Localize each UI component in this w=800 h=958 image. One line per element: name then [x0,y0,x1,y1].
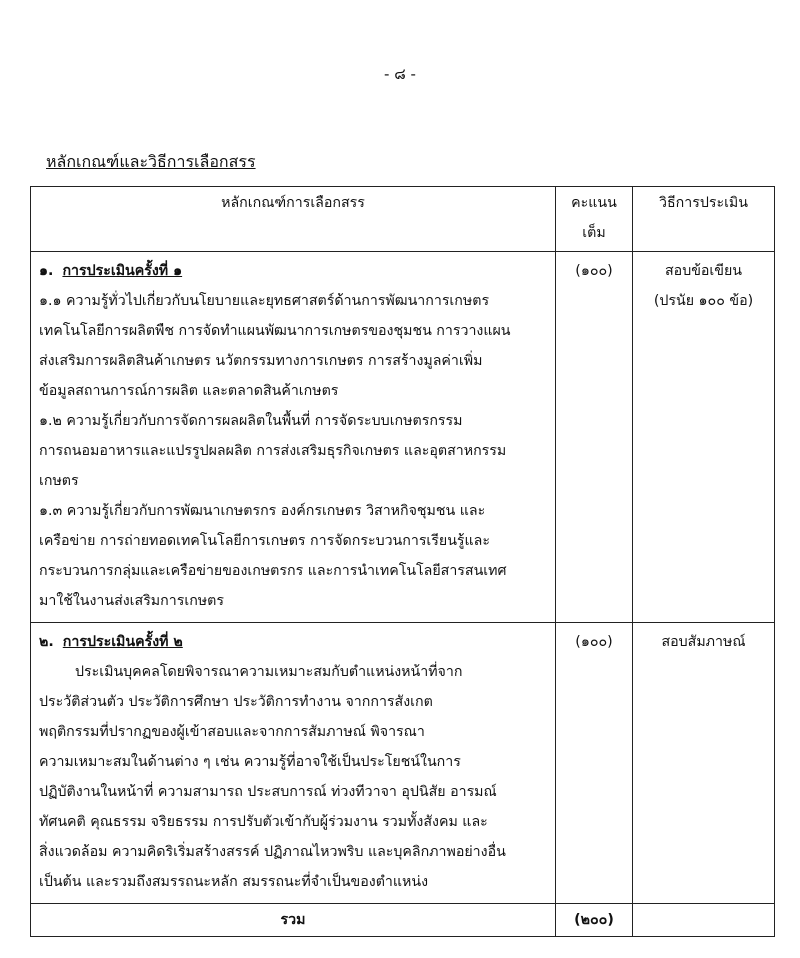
part-heading-number: ๒. [39,634,54,650]
part-heading-number: ๑. [39,263,54,279]
score-header-line2: เต็ม [582,225,606,241]
page-number: - ๘ - [384,65,416,83]
method-line2: (ปรนัย ๑๐๐ ข้อ) [653,293,754,309]
criteria-cell-1 [31,252,556,623]
score-cell-2: (๑๐๐) [556,623,633,904]
text-line: ความเหมาะสมในด้านต่าง ๆ เช่น ความรู้ที่อาจใช้เป็นประโยชน์ในการ [39,754,461,770]
criteria-cell-2 [31,623,556,904]
text-line: สิ่งแวดล้อม ความคิดริเริ่มสร้างสรรค์ ปฏิภาณไหวพริบ และบุคลิกภาพอย่างอื่น [39,844,506,860]
method-header: วิธีการประเมิน [633,187,775,252]
text-line: เทคโนโลยีการผลิตพืช การจัดทำแผนพัฒนาการเกษตรของชุมชน การวางแผน [39,323,511,339]
method-cell-2 [633,623,775,904]
text-line: กระบวนการกลุ่มและเครือข่ายของเกษตรกร และการนำเทคโนโลยีสารสนเทศ [39,563,507,579]
text-line: เป็นต้น และรวมถึงสมรรถนะหลัก สมรรถนะที่จำเป็นของตำแหน่ง [39,874,428,890]
text-line: ประเมินบุคคลโดยพิจารณาความเหมาะสมกับตำแหน่งหน้าที่จาก [75,664,463,680]
total-method-empty [633,904,775,937]
text-line: ๑.๑ ความรู้ทั่วไปเกี่ยวกับนโยบายและยุทธศาสตร์ด้านการพัฒนาการเกษตร [39,293,490,309]
part-heading-text: การประเมินครั้งที่ ๑ [62,263,183,279]
part-heading [39,256,547,286]
text-line: ทัศนคติ คุณธรรม จริยธรรม การปรับตัวเข้ากับผู้ร่วมงาน รวมทั้งสังคม และ [39,814,488,830]
text-line: เกษตร [39,473,79,489]
text-line: มาใช้ในงานส่งเสริมการเกษตร [39,593,224,609]
method-line1: สอบสัมภาษณ์ [661,634,746,650]
text-line: พฤติกรรมที่ปรากฏของผู้เข้าสอบและจากการสัมภาษณ์ พิจารณา [39,724,425,740]
text-line: ประวัติส่วนตัว ประวัติการศึกษา ประวัติการทำงาน จากการสังเกต [39,694,433,710]
total-row [31,904,775,937]
criteria-header: หลักเกณฑ์การเลือกสรร [31,187,556,252]
section-title: หลักเกณฑ์และวิธีการเลือกสรร [46,152,256,171]
text-line: ปฏิบัติงานในหน้าที่ ความสามารถ ประสบการณ์ ท่วงทีวาจา อุปนิสัย อารมณ์ [39,784,497,800]
method-line1: สอบข้อเขียน [665,263,742,279]
text-line: ข้อมูลสถานการณ์การผลิต และตลาดสินค้าเกษตร [39,383,339,399]
score-header-line1: คะแนน [571,195,617,211]
table-row [31,623,775,904]
table-header-row [31,187,775,252]
total-score: (๒๐๐) [556,904,633,937]
text-line: เครือข่าย การถ่ายทอดเทคโนโลยีการเกษตร การจัดกระบวนการเรียนรู้และ [39,533,490,549]
score-header [556,187,633,252]
text-line: ๑.๓ ความรู้เกี่ยวกับการพัฒนาเกษตรกร องค์กรเกษตร วิสาหกิจชุมชน และ [39,503,486,519]
criteria-table [30,186,775,937]
part-heading [39,627,547,657]
total-label: รวม [31,904,556,937]
text-line: ส่งเสริมการผลิตสินค้าเกษตร นวัตกรรมทางการเกษตร การสร้างมูลค่าเพิ่ม [39,353,483,369]
table-row [31,252,775,623]
method-cell-1 [633,252,775,623]
text-line: การถนอมอาหารและแปรรูปผลผลิต การส่งเสริมธุรกิจเกษตร และอุตสาหกรรม [39,443,507,459]
score-cell-1: (๑๐๐) [556,252,633,623]
text-line: ๑.๒ ความรู้เกี่ยวกับการจัดการผลผลิตในพื้นที่ การจัดระบบเกษตรกรรม [39,413,463,429]
part-heading-text: การประเมินครั้งที่ ๒ [62,634,183,650]
